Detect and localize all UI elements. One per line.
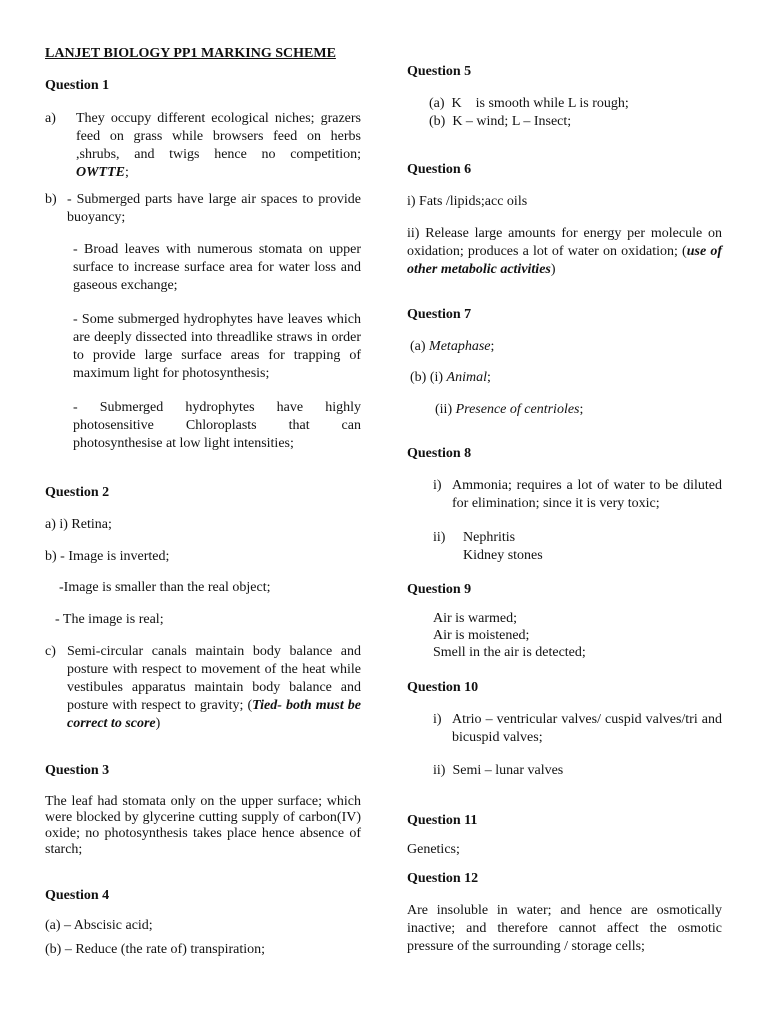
q10-i-text: Atrio – ventricular valves/ cuspid valves/tri and bicuspid valves; bbox=[452, 712, 722, 745]
q12-text: Are insoluble in water; and hence are osmotically inactive; and therefore cannot affect the osmotic pressure of the surrounding / storage cells; bbox=[407, 903, 722, 954]
q7-answer-b-i: (b) (i) Animal; bbox=[410, 370, 491, 385]
q6-heading: Question 6 bbox=[407, 162, 472, 177]
q3-text: The leaf had stomata only on the upper surface; which were blocked by glycerine cutting supply of carbon(IV) oxide; no photosynthesis takes place hence absence of starch; bbox=[45, 794, 361, 857]
q1-a-text: They occupy different ecological niches; grazers feed on grass while browsers feed on herbs ,shrubs, and twigs hence no competition; OWTTE; bbox=[76, 111, 361, 180]
q8-ii-label: ii) bbox=[433, 530, 446, 545]
q10-i-label: i) bbox=[433, 712, 442, 727]
q5-answer-a: (a) K is smooth while L is rough; bbox=[429, 96, 629, 111]
q2-c-label: c) bbox=[45, 644, 56, 659]
q2-answer-b2: -Image is smaller than the real object; bbox=[59, 580, 271, 595]
q9-line-1: Air is warmed; bbox=[433, 611, 517, 626]
q5-answer-b: (b) K – wind; L – Insect; bbox=[429, 114, 572, 129]
q9-heading: Question 9 bbox=[407, 582, 472, 597]
q8-ii-line2: Kidney stones bbox=[463, 548, 543, 563]
q2-c-text: Semi-circular canals maintain body balance and posture with respect to movement of the heat while vestibules apparatus maintain body balance and posture with respect to gravity; (Tied- both must be correct to score) bbox=[67, 644, 361, 731]
q2-answer-b3: - The image is real; bbox=[55, 612, 164, 627]
q8-i-label: i) bbox=[433, 478, 442, 493]
page-title: LANJET BIOLOGY PP1 MARKING SCHEME bbox=[45, 46, 336, 61]
q4-answer-b: (b) – Reduce (the rate of) transpiration; bbox=[45, 942, 266, 957]
q4-heading: Question 4 bbox=[45, 888, 110, 903]
q7-heading: Question 7 bbox=[407, 307, 472, 322]
q7-answer-b-ii: (ii) Presence of centrioles; bbox=[435, 402, 584, 417]
q1-a-label: a) bbox=[45, 111, 56, 126]
q1-b-item-1: - Submerged parts have large air spaces to provide buoyancy; bbox=[67, 192, 361, 225]
q1-b-label: b) bbox=[45, 192, 57, 207]
q7-answer-a: (a) Metaphase; bbox=[410, 339, 495, 354]
q4-answer-a: (a) – Abscisic acid; bbox=[45, 918, 153, 933]
q6-answer-i: i) Fats /lipids;acc oils bbox=[407, 194, 528, 209]
q3-heading: Question 3 bbox=[45, 763, 110, 778]
q1-answer-a bbox=[45, 110, 361, 182]
q9-line-3: Smell in the air is detected; bbox=[433, 645, 586, 660]
q11-text: Genetics; bbox=[407, 842, 460, 857]
q9-line-2: Air is moistened; bbox=[433, 628, 530, 643]
q12-heading: Question 12 bbox=[407, 871, 479, 886]
q1-b-item-3: - Some submerged hydrophytes have leaves which are deeply dissected into threadlike straws in order to provide large surface areas for trapping of maximum light for photosynthesis; bbox=[73, 312, 361, 381]
q6-answer-ii: ii) Release large amounts for energy per molecule on oxidation; produces a lot of water on oxidation; (use of other metabolic activities) bbox=[407, 226, 722, 277]
q8-i-text: Ammonia; requires a lot of water to be diluted for elimination; since it is very toxic; bbox=[452, 478, 722, 511]
q1-b-item-4: - Submerged hydrophytes have highly photosensitive Chloroplasts that can photosynthesise at low light intensities; bbox=[73, 400, 361, 451]
q5-heading: Question 5 bbox=[407, 64, 472, 79]
q8-heading: Question 8 bbox=[407, 446, 472, 461]
q2-answer-b1: b) - Image is inverted; bbox=[45, 549, 170, 564]
q11-heading: Question 11 bbox=[407, 813, 478, 828]
q2-heading: Question 2 bbox=[45, 485, 110, 500]
q8-ii-line1: Nephritis bbox=[463, 530, 516, 545]
q10-heading: Question 10 bbox=[407, 680, 479, 695]
q1-b-item-2: - Broad leaves with numerous stomata on upper surface to increase surface area for water loss and gaseous exchange; bbox=[73, 242, 361, 293]
q2-answer-a: a) i) Retina; bbox=[45, 517, 112, 532]
q1-heading: Question 1 bbox=[45, 78, 110, 93]
q10-answer-ii: ii) Semi – lunar valves bbox=[433, 763, 564, 778]
